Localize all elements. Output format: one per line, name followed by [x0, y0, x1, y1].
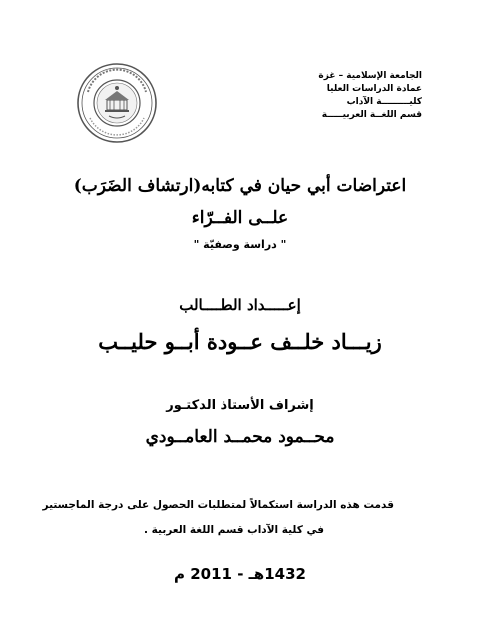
thesis-title-main: اعتراضات أبي حيان في كتابه(ارتشاف الضَرَب)	[73, 176, 407, 196]
student-name: زيـــاد خلــف عــودة أبــو حليــب	[98, 329, 382, 354]
supervisor-name: محــمود محمــد العامــودي	[145, 427, 335, 447]
thesis-title-type: " دراسة وصفيّة "	[193, 238, 287, 251]
university-name: الجامعة الإسلامية – غزة	[318, 71, 422, 81]
university-seal-icon	[76, 62, 158, 144]
thesis-title-subject: علــى الفــرّاء	[191, 208, 289, 228]
seal-graphic	[76, 62, 158, 144]
submission-date: 1432هـ - 2011 م	[174, 565, 306, 583]
degree-statement-line1: قدمت هذه الدراسة استكمالاً لمتطلبات الحصول على درجة الماجستير	[42, 499, 394, 511]
deanship-name: عمادة الدراسات العليا	[326, 84, 422, 94]
degree-statement	[42, 493, 394, 543]
faculty-name: كليـــــــــة الآداب	[346, 97, 422, 107]
supervisor-label: إشراف الأستاذ الدكتـور	[166, 398, 314, 413]
degree-statement-line2: في كلية الآداب قسم اللغة العربية .	[144, 524, 324, 536]
prepared-by-label: إعـــــداد الطــــالب	[179, 296, 301, 314]
institution-header	[262, 70, 422, 122]
department-name: قسم اللغــة العربيـــــة	[321, 110, 422, 120]
